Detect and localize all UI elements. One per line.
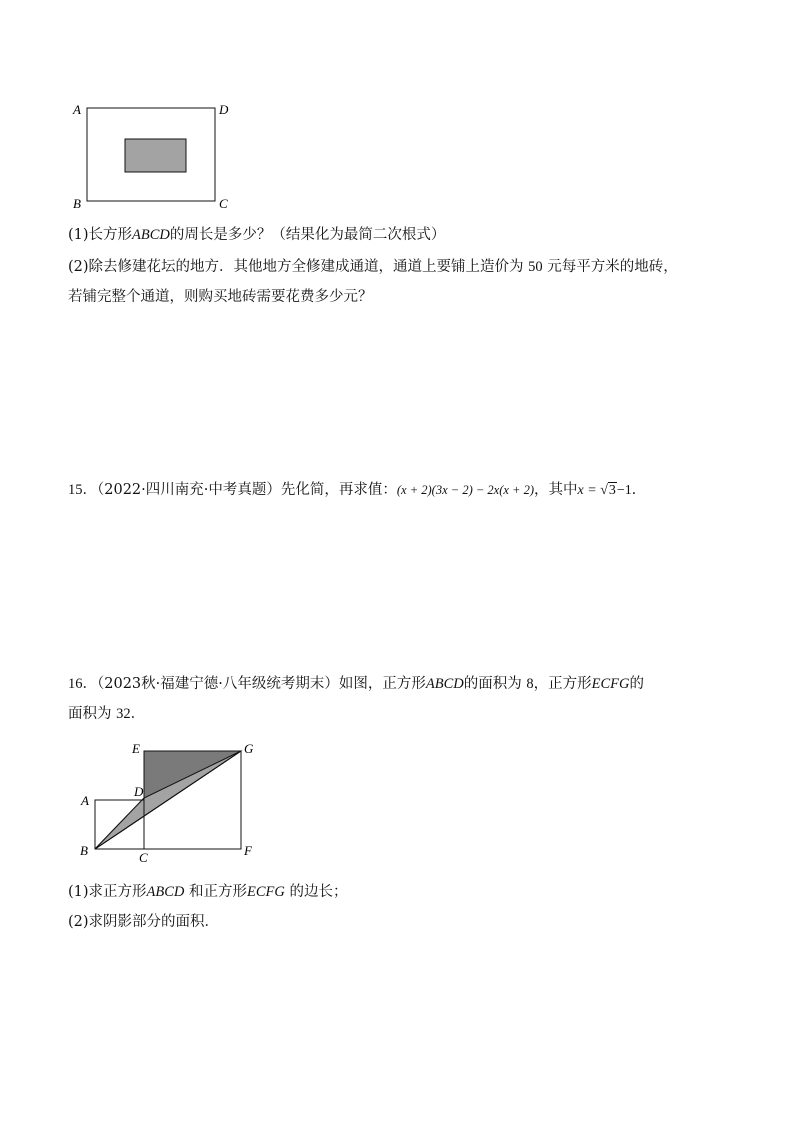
q14-part1 — [68, 225, 445, 245]
label-g: G — [244, 741, 254, 756]
figure-squares — [75, 738, 265, 868]
label-c: C — [219, 196, 228, 211]
q15-where: ，其中 — [534, 482, 578, 498]
label-b: B — [73, 196, 81, 211]
q15-expression: (x + 2)(3x − 2) − 2x(x + 2) — [396, 483, 535, 497]
q16-var-ecfg: ECFG — [591, 676, 630, 692]
q15-line — [68, 480, 646, 501]
figure-rectangle-abcd — [60, 95, 250, 220]
q16-area1: 8 — [526, 676, 534, 692]
label-f: F — [244, 843, 252, 858]
sqrt-symbol: √ — [600, 483, 608, 498]
q16-area2: 32 — [116, 706, 131, 722]
label-d2: D — [134, 784, 144, 799]
q14-part1-var: ABCD — [132, 227, 170, 243]
q16-text-d: 的 — [629, 676, 644, 692]
q16-text-line2b: ． — [130, 706, 146, 722]
q14-part2-text-line2: 若铺完整个通道，则购买地砖需要花费多少元？ — [68, 289, 373, 305]
q14-part2-line1 — [68, 257, 678, 277]
q16-part1-b: 和正方形 — [189, 884, 248, 900]
q15-radicand: 3 — [608, 483, 616, 498]
q16-part2-text: (2)求阴影部分的面积． — [68, 914, 220, 930]
q16-line1 — [68, 674, 644, 694]
flower-bed-rect — [125, 139, 186, 172]
q15-number: 15． — [68, 482, 97, 498]
label-b2: B — [80, 843, 88, 858]
q16-line2 — [68, 704, 145, 724]
q14-part1-suffix: 的周长是多少？（结果化为最简二次根式） — [169, 227, 446, 243]
q14-part2-line2 — [68, 287, 373, 307]
q16-part1-c: 的边长； — [289, 884, 348, 900]
q16-text-b: 的面积为 — [463, 676, 522, 692]
q14-part2-text-a: (2)除去修建花坛的地方．其他地方全修建成通道，通道上要铺上造价为 — [68, 259, 524, 275]
q16-var-abcd: ABCD — [425, 676, 464, 692]
q15-condition-rest: −1． — [616, 483, 646, 498]
q16-part1 — [68, 882, 347, 902]
q15-source: （2022·四川南充·中考真题）先化简，再求值： — [97, 482, 397, 498]
q14-part2-text-b: 元每平方米的地砖， — [547, 259, 678, 275]
q16-part2 — [68, 912, 219, 932]
q14-price: 50 — [528, 259, 543, 275]
label-a: A — [73, 102, 81, 117]
label-d: D — [219, 102, 229, 117]
q16-text-c: ，正方形 — [533, 676, 592, 692]
q16-part1-a: (1)求正方形 — [68, 884, 147, 900]
q16-text-a: （2023秋·福建宁德·八年级统考期末）如图，正方形 — [97, 676, 426, 692]
q15-condition-lhs: x = — [577, 483, 601, 498]
label-a2: A — [81, 793, 89, 808]
q14-part1-prefix: (1)长方形 — [68, 227, 133, 243]
label-e: E — [132, 741, 140, 756]
q16-part1-var2: ECFG — [247, 884, 285, 900]
q16-number: 16． — [68, 676, 97, 692]
label-c2: C — [139, 850, 148, 865]
q16-text-line2a: 面积为 — [68, 706, 112, 722]
q16-part1-var1: ABCD — [146, 884, 185, 900]
